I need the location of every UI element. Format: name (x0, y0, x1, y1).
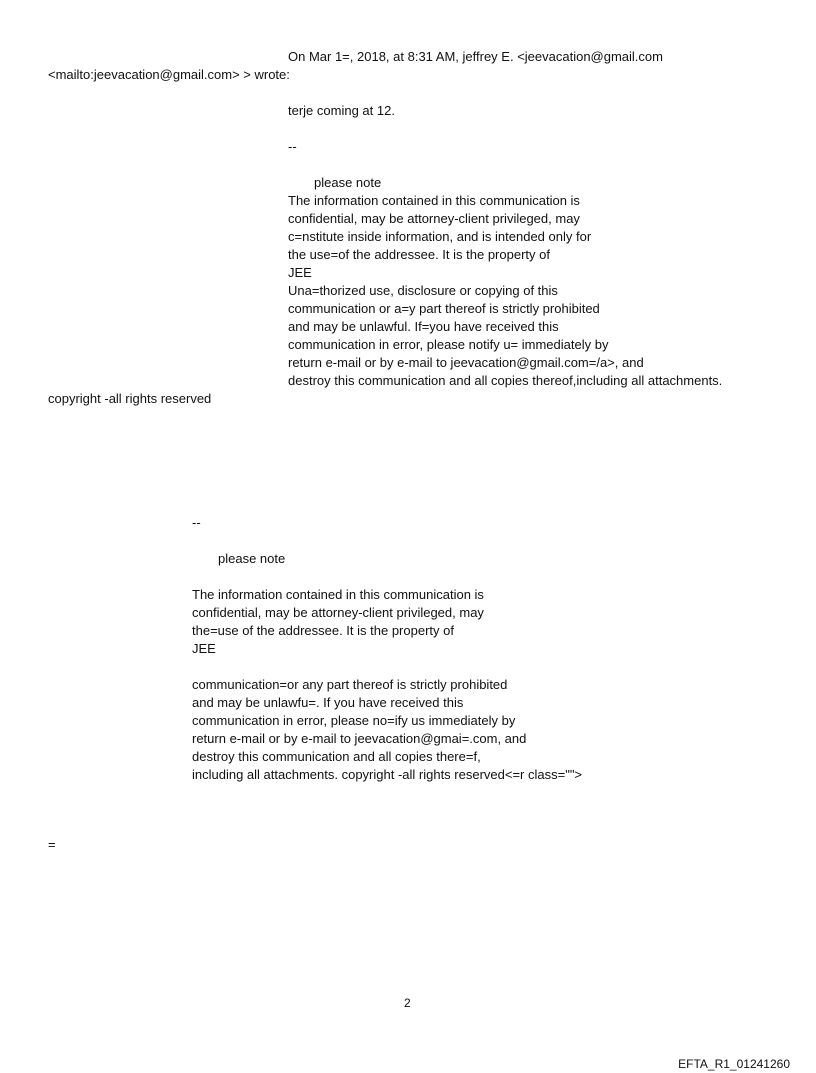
page-number: 2 (404, 996, 411, 1010)
signature-separator: -- (288, 139, 297, 154)
disclaimer-line: c=nstitute inside information, and is intended only for (288, 229, 592, 244)
disclaimer-line: communication in error, please no=ify us immediately by (192, 713, 516, 728)
disclaimer-line: destroy this communication and all copies thereof,including all attachments. (288, 373, 723, 388)
copyright-line: copyright -all rights reserved (48, 391, 212, 406)
disclaimer-line: destroy this communication and all copies there=f, (192, 749, 481, 764)
message-body: terje coming at 12. (288, 103, 395, 118)
signature-separator: -- (192, 515, 201, 530)
email-header-line-1: On Mar 1=, 2018, at 8:31 AM, jeffrey E. <jeevacation@gmail.com (288, 49, 663, 64)
disclaimer-line: return e-mail or by e-mail to jeevacation@gmai=.com, and (192, 731, 527, 746)
disclaimer-please-note: please note (314, 175, 382, 190)
disclaimer-line: communication or a=y part thereof is strictly prohibited (288, 301, 600, 316)
disclaimer-line: The information contained in this communication is (192, 587, 484, 602)
disclaimer-line: and may be unlawfu=. If you have received this (192, 695, 464, 710)
disclaimer-line: The information contained in this communication is (288, 193, 580, 208)
email-header-line-2: <mailto:jeevacation@gmail.com> > wrote: (48, 67, 290, 82)
disclaimer-line: confidential, may be attorney-client privileged, may (288, 211, 580, 226)
trailing-equals: = (48, 837, 56, 852)
disclaimer-line: return e-mail or by e-mail to jeevacation@gmail.com=/a>, and (288, 355, 644, 370)
disclaimer-line: and may be unlawful. If=you have received this (288, 319, 559, 334)
disclaimer-line: Una=thorized use, disclosure or copying of this (288, 283, 558, 298)
document-id: EFTA_R1_01241260 (678, 1057, 790, 1071)
disclaimer-line: communication in error, please notify u= immediately by (288, 337, 609, 352)
disclaimer-line: confidential, may be attorney-client privileged, may (192, 605, 484, 620)
disclaimer-line: JEE (192, 641, 216, 656)
disclaimer-line: JEE (288, 265, 312, 280)
disclaimer-line: the use=of the addressee. It is the property of (288, 247, 550, 262)
disclaimer-line: communication=or any part thereof is strictly prohibited (192, 677, 508, 692)
disclaimer-line: including all attachments. copyright -all rights reserved<=r class=""> (192, 767, 583, 782)
disclaimer-line: the=use of the addressee. It is the property of (192, 623, 454, 638)
disclaimer-please-note: please note (218, 551, 286, 566)
